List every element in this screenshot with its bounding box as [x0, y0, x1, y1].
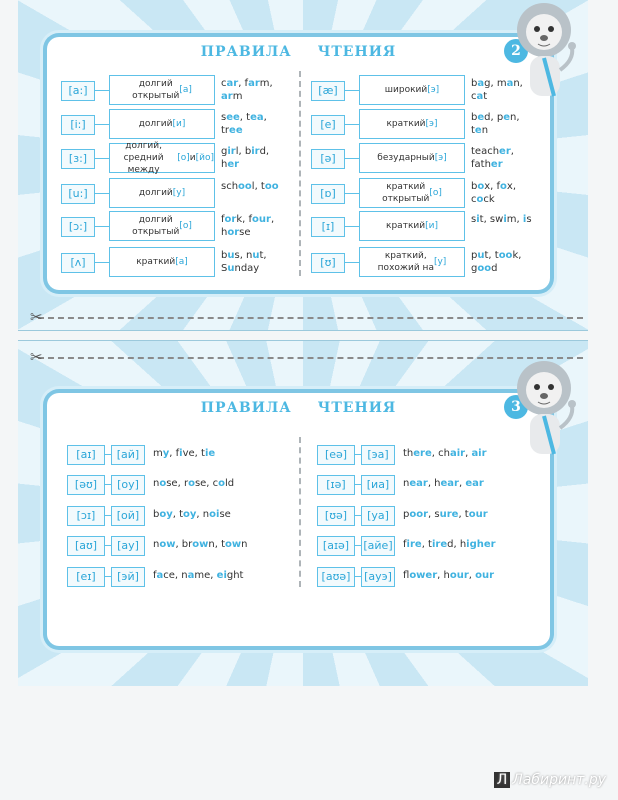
- phonetic-symbol: [u:]: [61, 184, 95, 204]
- russian-transcription: [ой]: [111, 506, 145, 526]
- table-row: [61, 178, 301, 208]
- connector-line: [95, 158, 109, 159]
- title-word-1: ПРАВИЛА: [200, 44, 292, 60]
- table-row: [311, 211, 551, 241]
- phonetic-symbol: [ɒ]: [311, 184, 345, 204]
- reading-rules-card-3: [47, 393, 550, 646]
- lion-mascot-icon: [508, 358, 583, 468]
- table-row: [67, 565, 307, 595]
- lion-mascot-icon: [508, 0, 583, 110]
- sound-description: широкий [э]: [359, 75, 465, 105]
- title-word-2: ЧТЕНИЯ: [317, 44, 397, 60]
- table-row: [61, 247, 301, 277]
- phonetic-symbol: [eɪ]: [67, 567, 105, 587]
- card-title: [47, 44, 550, 60]
- title-word-2: ЧТЕНИЯ: [317, 400, 397, 416]
- phonetic-symbol: [ʌ]: [61, 253, 95, 273]
- phonetic-symbol: [i:]: [61, 115, 95, 135]
- phonetic-symbol: [aɪə]: [317, 536, 355, 556]
- phonetic-symbol: [ɔɪ]: [67, 506, 105, 526]
- connector-line: [95, 124, 109, 125]
- example-words: now, brown, town: [153, 539, 248, 550]
- connector-line: [345, 193, 359, 194]
- connector-line: [95, 226, 109, 227]
- table-row: [317, 565, 557, 595]
- table-row: [67, 534, 307, 564]
- sound-description: краткий [и]: [359, 211, 465, 241]
- russian-transcription: [ау]: [111, 536, 145, 556]
- phonetic-symbol: [e]: [311, 115, 345, 135]
- sound-description: долгий [и]: [109, 109, 215, 139]
- example-words: bag, man, cat: [471, 78, 523, 102]
- russian-transcription: [уа]: [361, 506, 395, 526]
- example-words: fork, four, horse: [221, 214, 275, 238]
- sound-description: долгий [у]: [109, 178, 215, 208]
- example-words: girl, bird, her: [221, 146, 270, 170]
- example-words: face, name, eight: [153, 570, 244, 581]
- table-row: [67, 443, 307, 473]
- table-row: [317, 534, 557, 564]
- phonetic-symbol: [ʊ]: [311, 253, 345, 273]
- sound-description: краткий [а]: [109, 247, 215, 277]
- example-words: teacher, father: [471, 146, 514, 170]
- scissors-icon: ✂: [30, 348, 43, 366]
- sound-description: долгий, средний между [о] и [йо]: [109, 143, 215, 173]
- connector-line: [345, 226, 359, 227]
- table-row: [311, 109, 551, 139]
- example-words: fire, tired, higher: [403, 539, 496, 550]
- table-row: [61, 109, 301, 139]
- labirint-watermark: Л Лабиринт.ру: [494, 772, 606, 788]
- phonetic-symbol: [eə]: [317, 445, 355, 465]
- table-row: [67, 473, 307, 503]
- phonetic-symbol: [a:]: [61, 81, 95, 101]
- table-row: [311, 247, 551, 277]
- example-words: boy, toy, noise: [153, 509, 231, 520]
- sound-description: краткий [э]: [359, 109, 465, 139]
- sound-description: краткий, похожий на [у]: [359, 247, 465, 277]
- example-words: car, farm, arm: [221, 78, 273, 102]
- phonetic-symbol: [aʊə]: [317, 567, 355, 587]
- connector-line: [345, 124, 359, 125]
- phonetic-symbol: [ɔ:]: [61, 217, 95, 237]
- table-row: [317, 473, 557, 503]
- scissors-icon: ✂: [30, 308, 43, 326]
- table-row: [61, 211, 301, 241]
- example-words: near, hear, ear: [403, 478, 484, 489]
- phonetic-symbol: [əʊ]: [67, 475, 105, 495]
- title-word-1: ПРАВИЛА: [200, 400, 292, 416]
- table-row: [67, 504, 307, 534]
- example-words: see, tea, tree: [221, 112, 267, 136]
- sound-description: долгий открытый [о]: [109, 211, 215, 241]
- watermark-text: Лабиринт.ру: [512, 772, 606, 788]
- phonetic-symbol: [ʊə]: [317, 506, 355, 526]
- connector-line: [95, 193, 109, 194]
- example-words: box, fox, cock: [471, 181, 517, 205]
- example-words: nose, rose, cold: [153, 478, 235, 489]
- phonetic-symbol: [ɪ]: [311, 217, 345, 237]
- table-row: [61, 75, 301, 105]
- example-words: bed, pen, ten: [471, 112, 520, 136]
- connector-line: [345, 262, 359, 263]
- connector-line: [345, 90, 359, 91]
- phonetic-symbol: [ə]: [311, 149, 345, 169]
- connector-line: [95, 90, 109, 91]
- sound-description: краткий открытый [о]: [359, 178, 465, 208]
- russian-transcription: [иа]: [361, 475, 395, 495]
- example-words: poor, sure, tour: [403, 509, 488, 520]
- example-words: there, chair, air: [403, 448, 487, 459]
- phonetic-symbol: [ɜ:]: [61, 149, 95, 169]
- table-row: [61, 143, 301, 173]
- example-words: school, too: [221, 181, 279, 192]
- reading-rules-card-2: [47, 37, 550, 290]
- russian-transcription: [ай]: [111, 445, 145, 465]
- russian-transcription: [ауэ]: [361, 567, 395, 587]
- cut-line-top: [38, 317, 583, 319]
- russian-transcription: [оу]: [111, 475, 145, 495]
- sound-description: безударный [э]: [359, 143, 465, 173]
- card-number-badge: 2: [504, 39, 528, 63]
- russian-transcription: [айе]: [361, 536, 395, 556]
- example-words: my, five, tie: [153, 448, 216, 459]
- phonetic-symbol: [aʊ]: [67, 536, 105, 556]
- connector-line: [95, 262, 109, 263]
- russian-transcription: [эа]: [361, 445, 395, 465]
- phonetic-symbol: [æ]: [311, 81, 345, 101]
- cut-line-bottom: [38, 357, 583, 359]
- example-words: flower, hour, our: [403, 570, 495, 581]
- table-row: [317, 504, 557, 534]
- example-words: bus, nut, Sunday: [221, 250, 267, 274]
- example-words: put, took, good: [471, 250, 522, 274]
- sound-description: долгий открытый [а]: [109, 75, 215, 105]
- russian-transcription: [эй]: [111, 567, 145, 587]
- card-title: [47, 400, 550, 416]
- card-number-badge: 3: [504, 395, 528, 419]
- example-words: sit, swim, is: [471, 214, 532, 225]
- phonetic-symbol: [aɪ]: [67, 445, 105, 465]
- phonetic-symbol: [ɪə]: [317, 475, 355, 495]
- table-row: [311, 143, 551, 173]
- connector-line: [345, 158, 359, 159]
- table-row: [311, 178, 551, 208]
